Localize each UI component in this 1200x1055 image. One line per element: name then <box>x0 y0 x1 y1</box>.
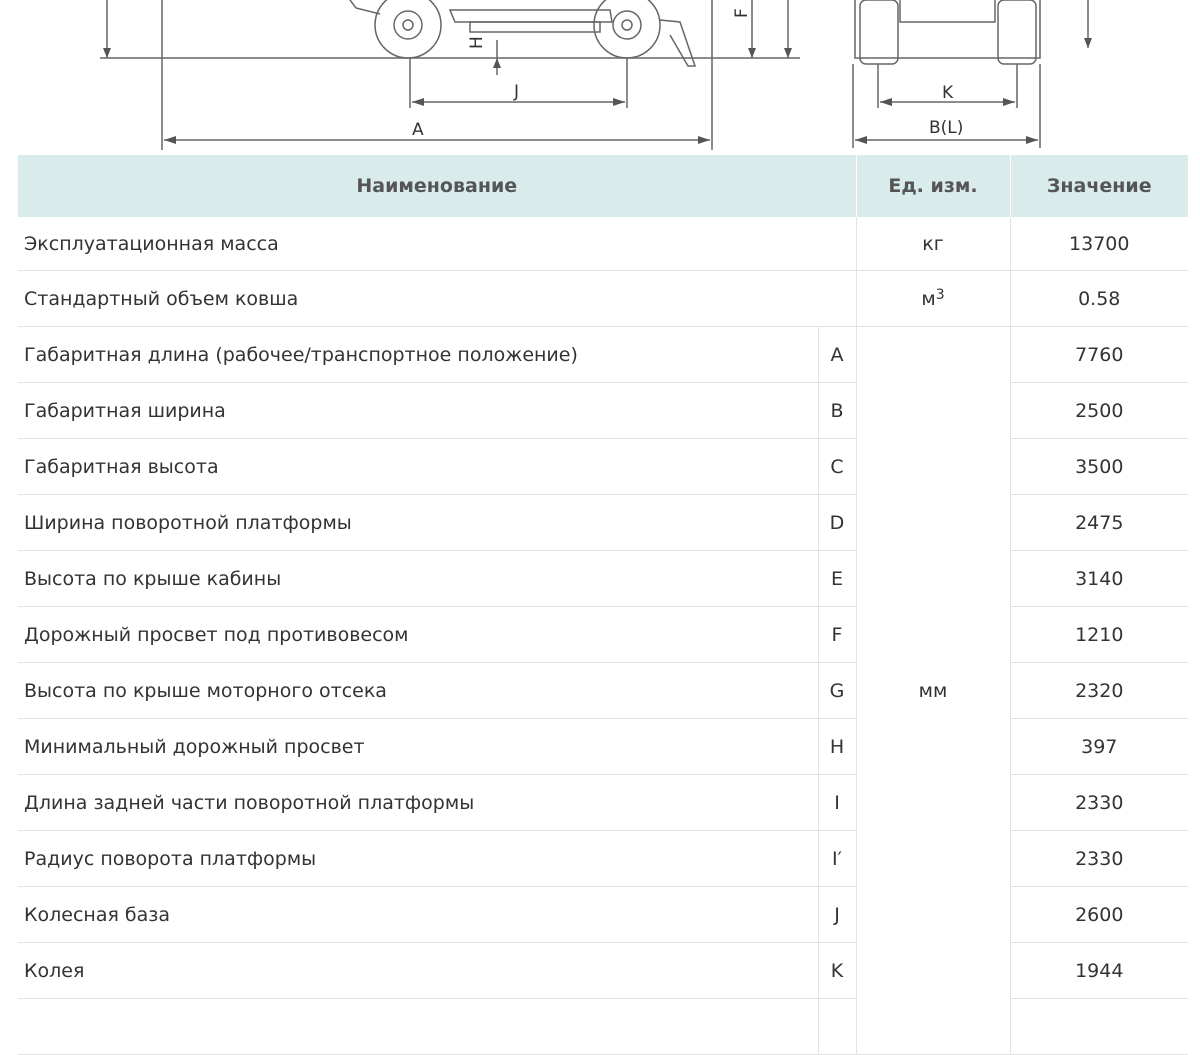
unit-superscript: 3 <box>935 287 945 303</box>
row-name: Высота по крыше кабины <box>18 551 818 607</box>
unit-base: м <box>921 288 936 310</box>
row-code: C <box>818 439 856 495</box>
row-value: 0.58 <box>1010 271 1188 327</box>
row-name: Ширина поворотной платформы <box>18 495 818 551</box>
dim-label-f: F <box>732 8 752 18</box>
table-row <box>18 719 1188 775</box>
row-value: 1944 <box>1010 943 1188 999</box>
row-code <box>818 999 856 1055</box>
table-row <box>18 439 1188 495</box>
row-code: K <box>818 943 856 999</box>
header-name: Наименование <box>18 155 856 217</box>
header-unit: Ед. изм. <box>856 155 1010 217</box>
row-value: 2500 <box>1010 383 1188 439</box>
row-name <box>18 999 818 1055</box>
row-code: A <box>818 327 856 383</box>
table-row <box>18 217 1188 271</box>
header-row <box>18 155 1188 217</box>
table-row <box>18 831 1188 887</box>
row-value: 2475 <box>1010 495 1188 551</box>
row-name: Эксплуатационная масса <box>18 217 856 271</box>
row-code: I <box>818 775 856 831</box>
dim-unit-cell: мм <box>856 327 1010 1055</box>
row-name: Колесная база <box>18 887 818 943</box>
row-name: Габаритная длина (рабочее/транспортное положение) <box>18 327 818 383</box>
row-code: E <box>818 551 856 607</box>
row-name: Дорожный просвет под противовесом <box>18 607 818 663</box>
row-value: 3140 <box>1010 551 1188 607</box>
dim-label-k: K <box>942 83 954 103</box>
dim-label-j: J <box>514 82 520 102</box>
row-code: I′ <box>818 831 856 887</box>
table-row <box>18 887 1188 943</box>
row-value: 1210 <box>1010 607 1188 663</box>
header-value: Значение <box>1010 155 1188 217</box>
table-row <box>18 327 1188 383</box>
row-value <box>1010 999 1188 1055</box>
row-code: G <box>818 663 856 719</box>
row-value: 2330 <box>1010 831 1188 887</box>
table-row <box>18 663 1188 719</box>
dim-label-h: H <box>467 36 487 49</box>
table-row <box>18 607 1188 663</box>
table-row <box>18 271 1188 327</box>
table-row <box>18 551 1188 607</box>
dim-label-bl: B(L) <box>929 118 964 138</box>
row-code: B <box>818 383 856 439</box>
row-name: Габаритная высота <box>18 439 818 495</box>
row-value: 7760 <box>1010 327 1188 383</box>
row-name: Минимальный дорожный просвет <box>18 719 818 775</box>
spec-table <box>18 155 1188 1055</box>
table-row <box>18 999 1188 1055</box>
row-value: 3500 <box>1010 439 1188 495</box>
row-unit: кг <box>856 217 1010 271</box>
dim-label-a: A <box>412 120 424 140</box>
row-code: D <box>818 495 856 551</box>
row-value: 13700 <box>1010 217 1188 271</box>
row-value: 397 <box>1010 719 1188 775</box>
row-code: H <box>818 719 856 775</box>
row-value: 2330 <box>1010 775 1188 831</box>
table-row <box>18 943 1188 999</box>
row-name: Радиус поворота платформы <box>18 831 818 887</box>
row-name: Колея <box>18 943 818 999</box>
row-name: Длина задней части поворотной платформы <box>18 775 818 831</box>
row-name: Стандартный объем ковша <box>18 271 856 327</box>
dimension-diagram <box>0 0 1200 150</box>
row-name: Высота по крыше моторного отсека <box>18 663 818 719</box>
row-value: 2600 <box>1010 887 1188 943</box>
row-name: Габаритная ширина <box>18 383 818 439</box>
row-code: J <box>818 887 856 943</box>
row-value: 2320 <box>1010 663 1188 719</box>
row-code: F <box>818 607 856 663</box>
row-unit <box>856 271 1010 327</box>
table-row <box>18 383 1188 439</box>
table-row <box>18 775 1188 831</box>
table-row <box>18 495 1188 551</box>
